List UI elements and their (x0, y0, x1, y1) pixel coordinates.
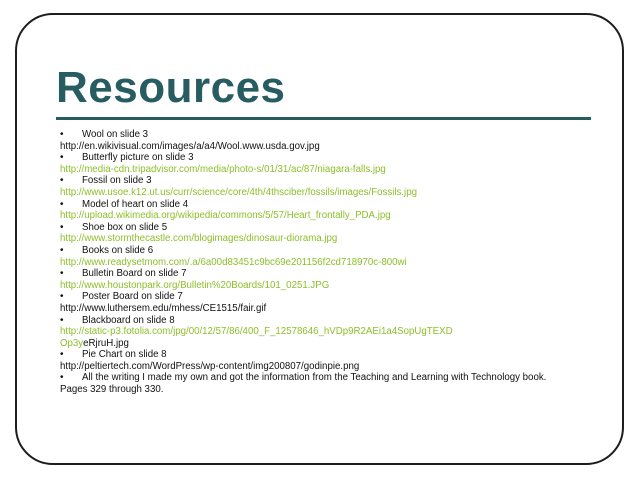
resource-url-tail: eRjruH.jpg (83, 337, 129, 349)
resource-url: http://peltiertech.com/WordPress/wp-content/img200807/godinpie.png (60, 360, 360, 372)
list-item (60, 129, 600, 141)
list-item (60, 222, 600, 234)
closing-pages: Pages 329 through 330. (60, 384, 164, 396)
resource-link[interactable]: http://media-cdn.tripadvisor.com/media/photo-s/01/31/ac/87/niagara-falls.jpg (60, 163, 386, 175)
list-item (60, 291, 600, 303)
resources-list (60, 129, 600, 396)
list-item (60, 349, 600, 361)
list-item (60, 152, 600, 164)
resource-description: Wool on slide 3 (82, 129, 149, 140)
bullet-icon: • (60, 244, 64, 256)
resource-url: http://www.luthersem.edu/mhess/CE1515/fair.gif (60, 302, 267, 314)
resource-link[interactable]: http://upload.wikimedia.org/wikipedia/commons/5/57/Heart_frontally_PDA.jpg (60, 210, 391, 222)
resource-description: Butterfly picture on slide 3 (82, 152, 194, 164)
bullet-icon: • (60, 314, 64, 326)
bullet-icon: • (60, 221, 64, 233)
resource-link[interactable]: http://www.houstonpark.org/Bulletin%20Boards/101_0251.JPG (60, 279, 330, 291)
resource-description: Model of heart on slide 4 (82, 198, 189, 210)
slide-title: Resources (56, 63, 286, 112)
bullet-icon: • (60, 129, 64, 140)
resource-link[interactable]: http://www.readysetmom.com/.a/6a00d83451c9bc69e201156f2cd718970c-800wi (60, 256, 407, 268)
closing-note: All the writing I made my own and got the information from the Teaching and Learning with Technology book. (82, 372, 547, 384)
resource-description: Fossil on slide 3 (82, 175, 152, 187)
list-item (60, 245, 600, 257)
bullet-icon: • (60, 175, 64, 187)
bullet-icon: • (60, 198, 64, 210)
resource-description: Blackboard on slide 8 (82, 314, 175, 326)
resource-description: Shoe box on slide 5 (82, 221, 168, 233)
resource-description: Pie Chart on slide 8 (82, 349, 167, 361)
list-item (60, 268, 600, 280)
list-item (60, 199, 600, 211)
resource-description: Books on slide 6 (82, 244, 154, 256)
bullet-icon: • (60, 152, 64, 164)
title-underline (56, 117, 591, 120)
list-item (60, 315, 600, 327)
resource-link-tail[interactable]: Op3y (60, 337, 84, 349)
resource-description: Bulletin Board on slide 7 (82, 268, 187, 280)
bullet-icon: • (60, 268, 64, 280)
resource-link[interactable]: http://www.stormthecastle.com/blogimages/dinosaur-diorama.jpg (60, 233, 338, 245)
bullet-icon: • (60, 349, 64, 361)
bullet-icon: • (60, 291, 64, 303)
resource-url-continuation (60, 338, 600, 350)
bullet-icon: • (60, 372, 64, 384)
resource-link[interactable]: http://www.usoe.k12.ut.us/curr/science/core/4th/4thsciber/fossils/images/Fossils.jpg (60, 186, 417, 198)
resource-description: Poster Board on slide 7 (82, 291, 183, 303)
list-item (60, 175, 600, 187)
list-item (60, 372, 600, 384)
resource-link[interactable]: http://static-p3.fotolia.com/jpg/00/12/57/86/400_F_12578646_hVDp9R2AEi1a4SopUgTEXD (60, 326, 453, 338)
resource-url: http://en.wikivisual.com/images/a/a4/Wool.www.usda.gov.jpg (60, 140, 320, 152)
